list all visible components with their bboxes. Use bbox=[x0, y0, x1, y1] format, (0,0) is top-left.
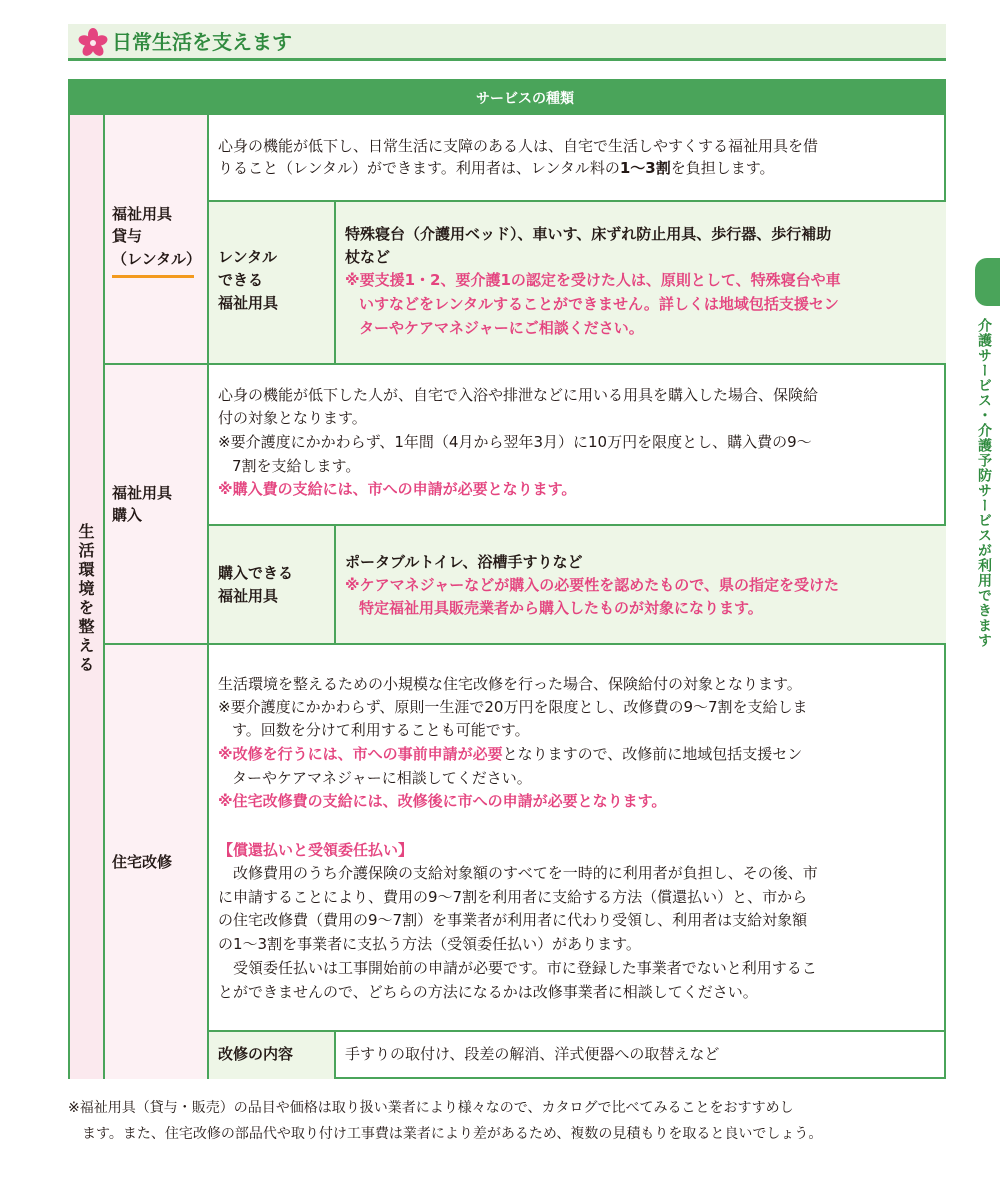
renovation-p5: ターやケアマネジャーに相談してください。 bbox=[232, 769, 532, 787]
purchase-desc-3: ※要介護度にかかわらず、1年間（4月から翌年3月）に10万円を限度とし、購入費の9〜 bbox=[218, 433, 812, 451]
renovation-items: 手すりの取付け、段差の解消、洋式便器への取替えなど bbox=[345, 1045, 720, 1063]
sakura-icon bbox=[78, 28, 108, 58]
page-title: 日常生活を支えます bbox=[112, 30, 292, 54]
renovation-p6: ※住宅改修費の支給には、改修後に市への申請が必要となります。 bbox=[218, 792, 667, 810]
purchase-desc-2: 付の対象となります。 bbox=[218, 409, 367, 427]
purchase-sub-label-2: 福祉用具 bbox=[218, 587, 279, 605]
rental-label-3: （レンタル） bbox=[112, 250, 202, 268]
purchase-label-1: 福祉用具 bbox=[112, 484, 173, 502]
rental-items-1: 特殊寝台（介護用ベッド）、車いす、床ずれ防止用具、歩行器、歩行補助 bbox=[345, 225, 832, 243]
rental-desc-2: りること（レンタル）ができます。利用者は、レンタル料の1〜3割を負担します。 bbox=[218, 159, 775, 177]
side-index-tab bbox=[975, 258, 1000, 306]
renovation-p1: 生活環境を整えるための小規模な住宅改修を行った場合、保険給付の対象となります。 bbox=[218, 675, 802, 693]
purchase-desc-1: 心身の機能が低下した人が、自宅で入浴や排泄などに用いる用具を購入した場合、保険給 bbox=[218, 386, 819, 404]
rental-underline bbox=[112, 275, 194, 278]
rental-label-1: 福祉用具 bbox=[112, 205, 173, 223]
rental-note-2: いすなどをレンタルすることができません。詳しくは地域包括支援セン bbox=[359, 295, 839, 313]
renovation-label: 住宅改修 bbox=[112, 853, 173, 871]
purchase-desc-4: 7割を支給します。 bbox=[232, 457, 361, 475]
footnote-line-2: ます。また、住宅改修の部品代や取り付け工事費は業者により差があるため、複数の見積もりを取ると良いでしょう。 bbox=[82, 1126, 823, 1142]
rental-sub-label-3: 福祉用具 bbox=[218, 294, 279, 312]
rental-items-2: 杖など bbox=[345, 248, 391, 266]
rental-sub-label-1: レンタル bbox=[218, 248, 278, 266]
renovation-p2: ※要介護度にかかわらず、原則一生涯で20万円を限度とし、改修費の9〜7割を支給しま bbox=[218, 698, 808, 716]
category-label: 生活環境を整える bbox=[76, 523, 95, 675]
purchase-items-1: ポータブルトイレ、浴槽手すりなど bbox=[345, 553, 583, 571]
rental-sub-label-2: できる bbox=[218, 271, 264, 289]
purchase-sub-label-1: 購入できる bbox=[218, 564, 294, 582]
footnote-line-1: ※福祉用具（貸与・販売）の品目や価格は取り扱い業者により様々なので、カタログで比べてみることをおすすめし bbox=[68, 1100, 794, 1116]
purchase-note-2: 特定福祉用具販売業者から購入したものが対象になります。 bbox=[359, 599, 763, 617]
purchase-label-2: 購入 bbox=[112, 506, 143, 524]
renovation-sub-heading: 【償還払いと受領委任払い】 bbox=[218, 841, 414, 859]
renovation-q3: の住宅改修費（費用の9〜7割）を事業者が利用者に代わり受領し、利用者は支給対象額 bbox=[218, 911, 808, 929]
renovation-p3: す。回数を分けて利用することも可能です。 bbox=[232, 721, 530, 739]
purchase-desc-5: ※購入費の支給には、市への申請が必要となります。 bbox=[218, 480, 577, 498]
side-tab-label: 介護サービス・介護予防サービスが利用できます bbox=[976, 318, 992, 648]
rental-note-3: ターやケアマネジャーにご相談ください。 bbox=[359, 319, 644, 337]
table-header-corner bbox=[70, 81, 104, 115]
renovation-q1: 改修費用のうち介護保険の支給対象額のすべてを一時的に利用者が負担し、その後、市 bbox=[218, 864, 818, 882]
renovation-sub-label: 改修の内容 bbox=[218, 1045, 294, 1063]
purchase-note-1: ※ケアマネジャーなどが購入の必要性を認めたもので、県の指定を受けた bbox=[345, 576, 839, 594]
rental-label-2: 貸与 bbox=[112, 227, 143, 245]
renovation-p4: ※改修を行うには、市への事前申請が必要となりますので、改修前に地域包括支援セン bbox=[218, 745, 803, 763]
table-header: サービスの種類 bbox=[104, 81, 946, 115]
renovation-q6: とができませんので、どちらの方法になるかは改修事業者に相談してください。 bbox=[218, 983, 758, 1001]
renovation-q4: の1〜3割を事業者に支払う方法（受領委任払い）があります。 bbox=[218, 935, 641, 953]
rental-note-1: ※要支援1・2、要介護1の認定を受けた人は、原則として、特殊寝台や車 bbox=[345, 271, 841, 289]
rental-desc-1: 心身の機能が低下し、日常生活に支障のある人は、自宅で生活しやすくする福祉用具を借 bbox=[218, 137, 819, 155]
renovation-q2: に申請することにより、費用の9〜7割を利用者に支給する方法（償還払い）と、市から bbox=[218, 888, 808, 906]
purchase-sub-cell bbox=[208, 525, 334, 643]
renovation-q5: 受領委任払いは工事開始前の申請が必要です。市に登録した事業者でないと利用するこ bbox=[218, 959, 817, 977]
